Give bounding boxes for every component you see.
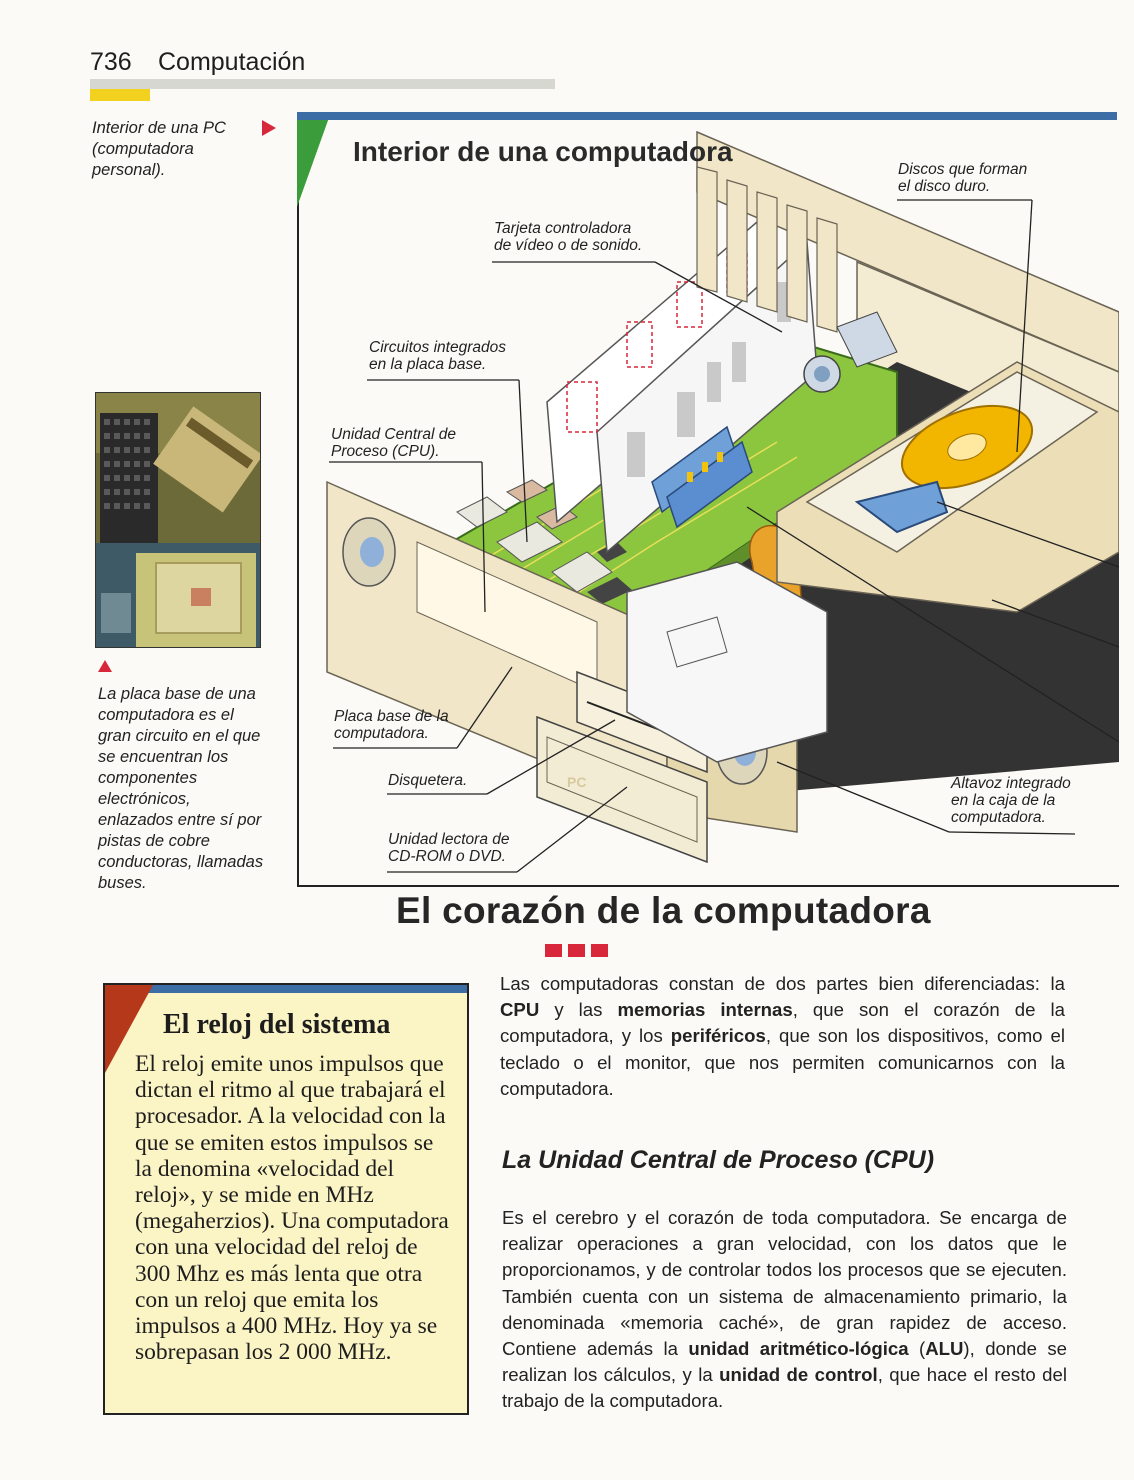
label-floppy: Disquetera.: [388, 772, 468, 789]
sidebar-title: El reloj del sistema: [163, 1009, 391, 1040]
intro-paragraph: Las computadoras constan de dos partes bien diferenciadas: la CPU y las memorias internas, que son el corazón de la computadora, y los periféricos, que son los dispositivos, como el teclado o el monitor, que nos permiten comunicarnos con la computadora.: [500, 973, 1065, 1099]
figure-title: Interior de una computadora: [353, 136, 733, 167]
header-accent-bar: [90, 89, 150, 101]
label-hard-disk: Discos que forman el disco duro.: [898, 161, 1028, 195]
cpu-section-heading: La Unidad Central de Proceso (CPU): [502, 1146, 935, 1174]
caption-arrow-icon: [262, 120, 276, 136]
figure-title-bar: [297, 112, 1117, 120]
box-top-bar: [105, 985, 467, 993]
main-headline: El corazón de la computadora: [396, 890, 931, 931]
ornament-square: [591, 944, 608, 957]
ornament-square: [568, 944, 585, 957]
ornament-square: [545, 944, 562, 957]
motherboard-photo: [95, 392, 261, 648]
label-video-card: Tarjeta controladora de vídeo o de sonido.: [494, 220, 643, 254]
label-speaker: Altavoz integrado en la caja de la computadora.: [951, 775, 1071, 826]
photo-caption: La placa base de una computadora es el gran circuito en el que se encuentran los componentes electrónicos, enlazados entre sí por pistas de cobre conductoras, llamadas buses.: [98, 685, 264, 892]
clock-sidebar-box: [103, 983, 469, 1415]
section-title: Computación: [158, 48, 306, 76]
caption-pointer-icon: [98, 660, 112, 672]
label-motherboard: Placa base de la computadora.: [334, 708, 449, 742]
headline-ornament: [545, 944, 608, 957]
figure-side-caption: Interior de una PC (computadora personal).: [92, 119, 226, 179]
page-number: 736: [90, 48, 132, 76]
label-cdrom: Unidad lectora de CD-ROM o DVD.: [388, 831, 510, 865]
label-cpu: Unidad Central de Proceso (CPU).: [331, 426, 456, 460]
case-badge: PC: [567, 774, 587, 790]
label-integrated-circuits: Circuitos integrados en la placa base.: [369, 339, 506, 373]
sidebar-body: El reloj emite unos impulsos que dictan el ritmo al que trabajará el procesador. A la velocidad con la que se emiten estos impulsos se la denomina «velocidad del reloj», y se mide en MHz (megaherzios). Una computadora con una velocidad del reloj de 300 Mhz es más lenta que otra con un reloj que emita los impulsos a 400 MHz. Hoy ya se sobrepasan los 2 000 MHz.: [135, 1051, 449, 1366]
computer-interior-illustration: [297, 112, 1119, 887]
header-rule: [90, 79, 555, 89]
cpu-paragraph: Es el cerebro y el corazón de toda computadora. Se encarga de realizar operaciones a gran velocidad, con los datos que le proporcionamos, y de controlar todos los procesos que se ejecuten. También cuenta con un sistema de almacenamiento primario, la denominada «memoria caché», de gran rapidez de acceso. Contiene además la unidad aritmético-lógica (ALU), donde se realizan los cálculos, y la unidad de control, que hace el resto del trabajo de la computadora.: [502, 1207, 1067, 1412]
